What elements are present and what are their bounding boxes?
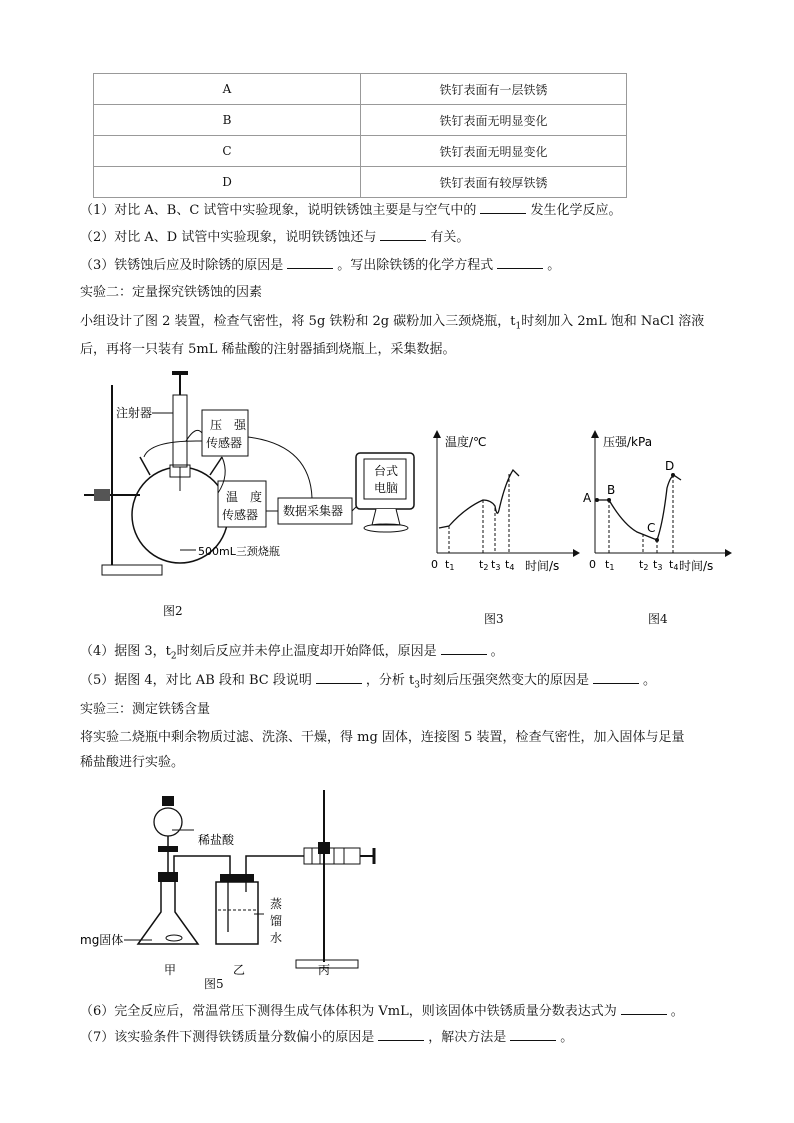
question-6: （6）完全反应后，常温常压下测得生成气体体积为 VmL，则该固体中铁锈质量分数表达式为 。 (80, 1004, 684, 1019)
fig3-xlabel: 时间/s (525, 559, 560, 573)
fig3-t1: t1 (445, 558, 455, 572)
water-label-1: 蒸 (270, 897, 283, 911)
solid-label: mg固体 (80, 933, 124, 947)
figure-2-apparatus (80, 365, 420, 585)
fig3-t2: t2 (479, 558, 489, 572)
label-bing: 丙 (318, 963, 331, 977)
water-label-2: 馏 (270, 914, 283, 928)
results-table (93, 73, 627, 198)
tube-cell: D (94, 167, 361, 198)
phenomenon-cell: 铁钉表面无明显变化 (361, 136, 627, 167)
table-row (94, 136, 627, 167)
experiment-2-desc-1: 小组设计了图 2 装置，检查气密性，将 5g 铁粉和 2g 碳粉加入三颈烧瓶，$t_1$时刻加入 2mL 饱和 NaCl 溶液 (80, 314, 705, 332)
acid-label: 稀盐酸 (198, 833, 235, 847)
figure-5-apparatus (78, 782, 398, 982)
syringe-label: 注射器 (116, 406, 153, 420)
temp-sensor-label-2: 传感器 (222, 508, 259, 522)
experiment-3-title: 实验三：测定铁锈含量 (80, 702, 211, 717)
fig3-t4: t4 (505, 558, 515, 572)
experiment-3-desc-2: 稀盐酸进行实验。 (80, 755, 185, 770)
temp-sensor-label-1: 温 度 (226, 490, 263, 504)
pressure-sensor-label-1: 压 强 (210, 418, 247, 432)
fig3-origin: 0 (431, 558, 438, 571)
fig4-t2: t2 (639, 558, 649, 572)
question-2: （2）对比 A、D 试管中实验现象，说明铁锈蚀还与 有关。 (80, 230, 470, 245)
fig4-ylabel: 压强/kPa (603, 435, 653, 449)
collector-label: 数据采集器 (283, 504, 344, 518)
fig4-t1: t1 (605, 558, 615, 572)
fig4-t3: t3 (653, 558, 663, 572)
flask-label: 500mL三颈烧瓶 (198, 545, 280, 558)
experiment-3-desc-1: 将实验二烧瓶中剩余物质过滤、洗涤、干燥，得 mg 固体，连接图 5 装置，检查气密性，加入固体与足量 (80, 730, 685, 745)
question-7: （7）该实验条件下测得铁锈质量分数偏小的原因是 ，解决方法是 。 (80, 1030, 574, 1045)
fig4-label-b: B (607, 483, 616, 497)
fig4-t4: t4 (669, 558, 679, 572)
point-a (595, 498, 599, 502)
fig4-xlabel: 时间/s (679, 559, 714, 573)
fig4-origin: 0 (589, 558, 596, 571)
experiment-2-desc-2: 后，再将一只装有 5mL 稀盐酸的注射器插到烧瓶上，采集数据。 (80, 342, 456, 357)
phenomenon-cell: 铁钉表面有较厚铁锈 (361, 167, 627, 198)
question-4: （4）据图 3，$t_2$时刻后反应并未停止温度却开始降低，原因是 。 (80, 644, 504, 662)
tube-cell: B (94, 105, 361, 136)
fig4-label-d: D (665, 459, 675, 473)
label-yi: 乙 (233, 963, 246, 977)
question-3: （3）铁锈蚀后应及时除锈的原因是 。写出除铁锈的化学方程式 。 (80, 258, 561, 273)
figure-5-caption: 图5 (204, 977, 224, 991)
figure-4-chart (583, 428, 733, 578)
experiment-2-title: 实验二：定量探究铁锈蚀的因素 (80, 285, 263, 300)
label-jia: 甲 (164, 963, 177, 977)
figure-3-chart (425, 428, 580, 578)
temperature-curve (439, 470, 519, 528)
question-1: （1）对比 A、B、C 试管中实验现象，说明铁锈蚀主要是与空气中的 发生化学反应。 (80, 203, 622, 218)
water-label-3: 水 (270, 931, 283, 945)
figure-2-caption: 图2 (163, 604, 183, 618)
table-row (94, 167, 627, 198)
computer-label-2: 电脑 (374, 481, 399, 495)
fig4-label-c: C (647, 521, 656, 535)
fig3-ylabel: 温度/℃ (445, 435, 487, 449)
tube-cell: C (94, 136, 361, 167)
computer-label-1: 台式 (374, 464, 399, 478)
table-row (94, 105, 627, 136)
tube-cell: A (94, 74, 361, 105)
fig3-t3: t3 (491, 558, 501, 572)
question-5: （5）据图 4，对比 AB 段和 BC 段说明 ，分析 $t_3$时刻后压强突然变大的原因是 。 (80, 673, 657, 691)
figure-3-caption: 图3 (484, 612, 504, 626)
phenomenon-cell: 铁钉表面无明显变化 (361, 105, 627, 136)
figure-4-caption: 图4 (648, 612, 668, 626)
phenomenon-cell: 铁钉表面有一层铁锈 (361, 74, 627, 105)
fig4-label-a: A (583, 491, 592, 505)
table-row (94, 74, 627, 105)
pressure-sensor-label-2: 传感器 (206, 436, 243, 450)
